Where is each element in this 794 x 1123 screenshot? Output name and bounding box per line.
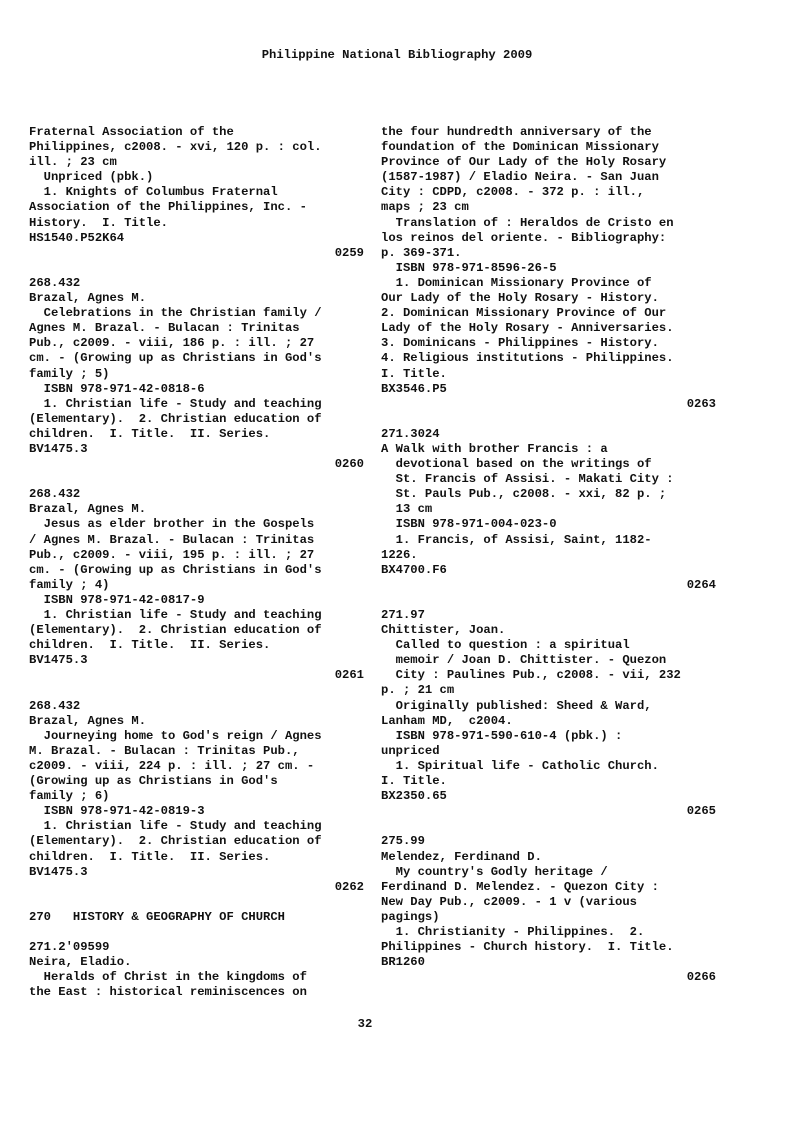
entry-line: Brazal, Agnes M. [29, 502, 147, 517]
record-number: 0266 [686, 970, 716, 985]
entry-spacer [381, 593, 716, 608]
bib-entry [381, 427, 716, 593]
bib-entry [29, 910, 364, 925]
entry-line: devotional based on the writings of [381, 457, 652, 472]
entry-line: BX4700.F6 [381, 562, 447, 577]
entry-line: memoir / Joan D. Chittister. - Quezon [381, 653, 667, 668]
entry-spacer [29, 683, 364, 698]
bib-entry [29, 125, 364, 261]
entry-line: Jesus as elder brother in the Gospels [29, 517, 315, 532]
entry-line: Lanham MD, c2004. [381, 713, 513, 728]
entry-line: 271.97 [381, 608, 425, 622]
entry-line: 13 cm [381, 502, 433, 517]
entry-line: ISBN 978-971-004-023-0 [381, 517, 557, 532]
entry-line: unpriced [381, 743, 440, 758]
bib-entry [381, 125, 716, 412]
record-number: 0262 [334, 879, 364, 894]
entry-line: maps ; 23 cm [381, 200, 469, 215]
entry-line: (Elementary). 2. Christian education of [29, 834, 322, 849]
entry-line: the East : historical reminiscences on [29, 985, 307, 1000]
entry-line: children. I. Title. II. Series. [29, 638, 271, 653]
entry-line: M. Brazal. - Bulacan : Trinitas Pub., [29, 743, 300, 758]
entry-spacer [29, 925, 364, 940]
entry-line: 268.432 [29, 275, 81, 290]
entry-line: los reinos del oriente. - Bibliography: [381, 230, 667, 245]
entry-line: 271.3024 [381, 426, 440, 441]
entry-spacer [29, 472, 364, 487]
entry-line: Melendez, Ferdinand D. [381, 849, 542, 864]
entry-line: Called to question : a spiritual [381, 638, 630, 653]
entry-line: Association of the Philippines, Inc. - [29, 200, 307, 215]
entry-line: (Elementary). 2. Christian education of [29, 411, 322, 426]
entry-line: 1. Christian life - Study and teaching [29, 396, 322, 411]
entry-line: family ; 5) [29, 366, 110, 381]
entry-line: 270 HISTORY & GEOGRAPHY OF CHURCH [29, 909, 285, 924]
entry-line: p. 369-371. [381, 245, 462, 260]
entry-line: Brazal, Agnes M. [29, 713, 147, 728]
bib-entry [381, 608, 716, 819]
entry-line: Heralds of Christ in the kingdoms of [29, 970, 307, 985]
entry-line: 2. Dominican Missionary Province of Our [381, 306, 667, 321]
record-number: 0261 [334, 668, 364, 683]
entry-line: Unpriced (pbk.) [29, 170, 154, 185]
entry-line: St. Pauls Pub., c2008. - xxi, 82 p. ; [381, 487, 667, 502]
entry-line: pagings) [381, 909, 440, 924]
entry-spacer [381, 412, 716, 427]
entry-line: BX2350.65 [381, 789, 447, 804]
entry-line: / Agnes M. Brazal. - Bulacan : Trinitas [29, 532, 315, 547]
entry-line: 271.2'09599 [29, 940, 110, 955]
entry-line: Originally published: Sheed & Ward, [381, 698, 652, 713]
bib-entry [29, 276, 364, 472]
entry-line: History. I. Title. [29, 215, 168, 230]
entry-line: BV1475.3 [29, 864, 88, 879]
entry-line: ISBN 978-971-42-0817-9 [29, 592, 205, 607]
entry-line: 1226. [381, 547, 418, 562]
entry-line: Neira, Eladio. [29, 955, 132, 970]
entry-line: family ; 4) [29, 577, 110, 592]
entry-line: ISBN 978-971-590-610-4 (pbk.) : [381, 728, 623, 743]
entry-line: ISBN 978-971-42-0819-3 [29, 804, 205, 819]
entry-line: 268.432 [29, 487, 81, 502]
entry-spacer [381, 819, 716, 834]
entry-line: Translation of : Heraldos de Cristo en [381, 215, 674, 230]
record-number: 0264 [686, 577, 716, 592]
entry-line: ISBN 978-971-8596-26-5 [381, 260, 557, 275]
entry-line: ISBN 978-971-42-0818-6 [29, 381, 205, 396]
bib-entry [29, 940, 364, 1000]
entry-line: Philippines, c2008. - xvi, 120 p. : col. [29, 140, 322, 155]
entry-line: children. I. Title. II. Series. [29, 849, 271, 864]
entry-line: Philippines - Church history. I. Title. [381, 940, 674, 955]
entry-line: Journeying home to God's reign / Agnes [29, 728, 322, 743]
entry-line: foundation of the Dominican Missionary [381, 140, 659, 155]
entry-line: (Elementary). 2. Christian education of [29, 623, 322, 638]
entry-line: p. ; 21 cm [381, 683, 455, 698]
record-number: 0263 [686, 396, 716, 411]
entry-line: 1. Spiritual life - Catholic Church. [381, 758, 659, 773]
record-number: 0260 [334, 457, 364, 472]
entry-line: Our Lady of the Holy Rosary - History. [381, 291, 659, 306]
entry-line: 4. Religious institutions - Philippines. [381, 351, 674, 366]
page-number: 32 [357, 1017, 373, 1031]
bib-entry [29, 699, 364, 895]
entry-line: Lady of the Holy Rosary - Anniversaries. [381, 321, 674, 336]
entry-line: cm. - (Growing up as Christians in God's [29, 351, 322, 366]
left-column [29, 125, 364, 1000]
entry-line: Brazal, Agnes M. [29, 291, 147, 306]
entry-line: 1. Christianity - Philippines. 2. [381, 924, 645, 939]
entry-line: (Growing up as Christians in God's [29, 774, 278, 789]
entry-line: Pub., c2009. - viii, 195 p. : ill. ; 27 [29, 547, 315, 562]
entry-line: City : CDPD, c2008. - 372 p. : ill., [381, 185, 645, 200]
entry-line: children. I. Title. II. Series. [29, 426, 271, 441]
entry-line: the four hundredth anniversary of the [381, 125, 652, 139]
entry-line: 268.432 [29, 698, 81, 713]
page-header-title: Philippine National Bibliography 2009 [261, 48, 533, 62]
bib-entry [381, 834, 716, 985]
entry-line: 275.99 [381, 834, 425, 849]
entry-line: 1. Christian life - Study and teaching [29, 608, 322, 622]
entry-line: Pub., c2009. - viii, 186 p. : ill. ; 27 [29, 336, 315, 351]
entry-spacer [29, 261, 364, 276]
entry-line: My country's Godly heritage / [381, 864, 608, 879]
entry-line: ill. ; 23 cm [29, 155, 117, 170]
entry-line: family ; 6) [29, 789, 110, 804]
entry-line: Fraternal Association of the [29, 125, 234, 139]
entry-line: Province of Our Lady of the Holy Rosary [381, 155, 667, 170]
entry-line: I. Title. [381, 774, 447, 789]
entry-line: Ferdinand D. Melendez. - Quezon City : [381, 879, 659, 894]
entry-line: New Day Pub., c2009. - 1 v (various [381, 894, 637, 909]
entry-line: BR1260 [381, 955, 425, 970]
bib-entry [29, 487, 364, 683]
entry-line: 1. Knights of Columbus Fraternal [29, 185, 278, 200]
entry-line: 1. Dominican Missionary Province of [381, 275, 652, 290]
entry-line: 1. Francis, of Assisi, Saint, 1182- [381, 532, 652, 547]
entry-line: cm. - (Growing up as Christians in God's [29, 562, 322, 577]
entry-line: c2009. - viii, 224 p. : ill. ; 27 cm. - [29, 758, 315, 773]
entry-line: 1. Christian life - Study and teaching [29, 819, 322, 834]
entry-line: BV1475.3 [29, 441, 88, 456]
record-number: 0259 [334, 245, 364, 260]
entry-line: City : Paulines Pub., c2008. - vii, 232 [381, 668, 681, 683]
entry-line: A Walk with brother Francis : a [381, 441, 608, 456]
right-column [381, 125, 716, 985]
entry-line: BV1475.3 [29, 653, 88, 668]
entry-line: Chittister, Joan. [381, 623, 506, 638]
entry-line: 3. Dominicans - Philippines - History. [381, 336, 659, 351]
entry-line: Celebrations in the Christian family / [29, 306, 322, 321]
record-number: 0265 [686, 804, 716, 819]
entry-line: I. Title. [381, 366, 447, 381]
entry-spacer [29, 895, 364, 910]
entry-line: HS1540.P52K64 [29, 230, 125, 245]
entry-line: (1587-1987) / Eladio Neira. - San Juan [381, 170, 659, 185]
entry-line: St. Francis of Assisi. - Makati City : [381, 472, 674, 487]
entry-line: Agnes M. Brazal. - Bulacan : Trinitas [29, 321, 300, 336]
entry-line: BX3546.P5 [381, 381, 447, 396]
